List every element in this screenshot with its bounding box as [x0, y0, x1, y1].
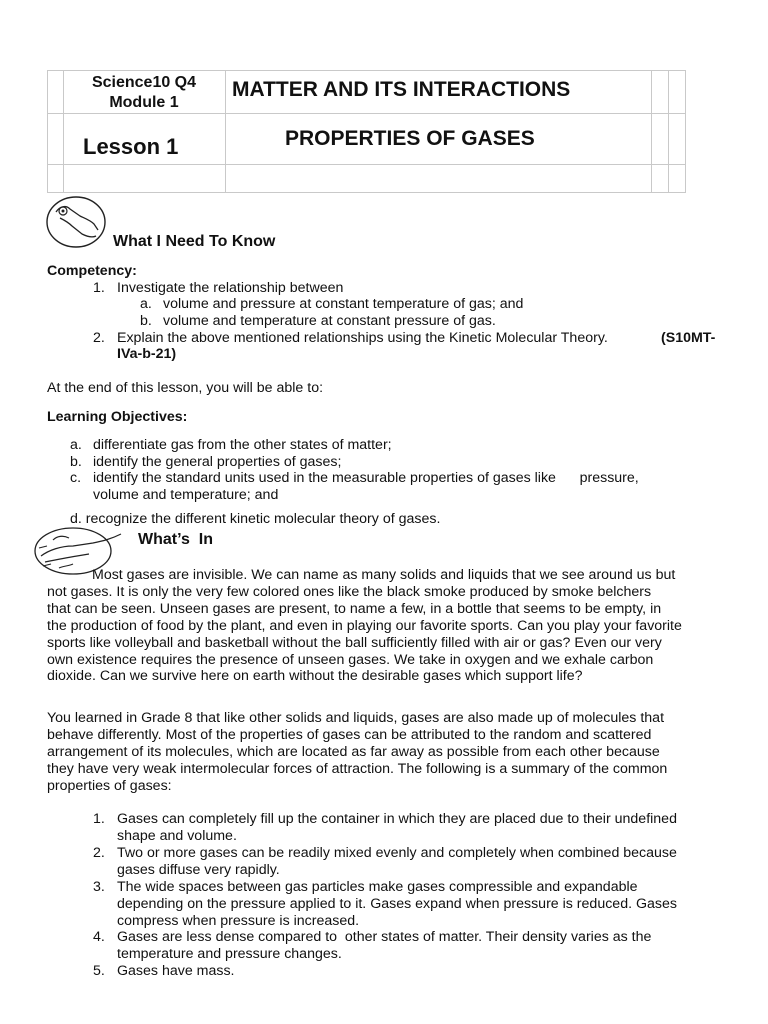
property-2-cont: gases diffuse very rapidly.: [117, 862, 280, 878]
competency-item-2: Explain the above mentioned relationships using the Kinetic Molecular Theory.: [117, 330, 608, 346]
list-marker: c.: [70, 470, 82, 486]
property-2: Two or more gases can be readily mixed evenly and completely when combined because: [117, 845, 677, 861]
competency-code: (S10MT-: [661, 330, 716, 346]
property-4: Gases are less dense compared to other states of matter. Their density varies as the: [117, 929, 652, 945]
objective-b: identify the general properties of gases;: [93, 454, 342, 470]
hand-pointing-icon: [46, 196, 106, 248]
list-marker: a.: [70, 437, 82, 453]
paragraph-1-line-7: dioxide. Can we survive here on earth without the desirable gases which support life?: [47, 668, 583, 684]
list-marker: 1.: [93, 280, 105, 296]
objectives-intro: At the end of this lesson, you will be able to:: [47, 380, 324, 396]
list-marker: b.: [140, 313, 152, 329]
paragraph-2-line-3: arrangement of its molecules, which are located as far away as possible from each other because: [47, 744, 660, 760]
paragraph-2-line-5: properties of gases:: [47, 778, 172, 794]
paragraph-1-line-4: the production of food by the plant, and even in playing our favorite sports. Can you play your favorite: [47, 618, 682, 634]
objective-a: differentiate gas from the other states of matter;: [93, 437, 392, 453]
property-5: Gases have mass.: [117, 963, 235, 979]
list-marker: b.: [70, 454, 82, 470]
competency-item-1: Investigate the relationship between: [117, 280, 344, 296]
list-marker: 4.: [93, 929, 105, 945]
section-heading-need-to-know: What I Need To Know: [113, 233, 276, 250]
property-3: The wide spaces between gas particles make gases compressible and expandable: [117, 879, 638, 895]
paragraph-2-line-4: they have very weak intermolecular forces of attraction. The following is a summary of the common: [47, 761, 668, 777]
competency-code-cont: IVa-b-21): [117, 346, 177, 362]
section-heading-whats-in: What’s In: [138, 531, 213, 548]
property-1: Gases can completely fill up the container in which they are placed due to their undefined: [117, 811, 677, 827]
objective-d: d. recognize the different kinetic molecular theory of gases.: [70, 511, 441, 527]
list-marker: 5.: [93, 963, 105, 979]
list-marker: 3.: [93, 879, 105, 895]
competency-label: Competency:: [47, 263, 137, 279]
property-3-cont: depending on the pressure applied to it. Gases expand when pressure is reduced. Gases: [117, 896, 677, 912]
topic-title: MATTER AND ITS INTERACTIONS: [232, 78, 571, 101]
paragraph-1-line-6: own existence requires the presence of unseen gases. We take in oxygen and we exhale carbon: [47, 652, 654, 668]
paragraph-1-line-1: Most gases are invisible. We can name as many solids and liquids that we see around us but: [92, 567, 676, 583]
list-marker: 2.: [93, 845, 105, 861]
paragraph-1-line-2: not gases. It is only the very few colored ones like the black smoke produced by smoke belchers: [47, 584, 652, 600]
objective-c-cont: volume and temperature; and: [93, 487, 279, 503]
list-marker: a.: [140, 296, 152, 312]
property-1-cont: shape and volume.: [117, 828, 237, 844]
paragraph-2-line-1: You learned in Grade 8 that like other solids and liquids, gases are also made up of molecules that: [47, 710, 665, 726]
objectives-label: Learning Objectives:: [47, 409, 188, 425]
list-marker: 2.: [93, 330, 105, 346]
lesson-number: Lesson 1: [83, 134, 179, 159]
course-line-1: Science10 Q4: [91, 74, 197, 91]
competency-item-1b: volume and temperature at constant pressure of gas.: [163, 313, 496, 329]
objective-c: identify the standard units used in the measurable properties of gases like pressure,: [93, 470, 639, 486]
property-3-cont-2: compress when pressure is increased.: [117, 913, 360, 929]
paragraph-2-line-2: behave differently. Most of the properties of gases can be attributed to the random and scattered: [47, 727, 652, 743]
paragraph-1-line-5: sports like volleyball and basketball without the ball sufficiently filled with air or gas? Even our very: [47, 635, 662, 651]
list-marker: 1.: [93, 811, 105, 827]
course-line-2: Module 1: [109, 94, 179, 111]
paragraph-1-line-3: that can be seen. Unseen gases are present, to name a few, in a bottle that seems to be empty, in: [47, 601, 662, 617]
lesson-title: PROPERTIES OF GASES: [285, 127, 535, 150]
property-4-cont: temperature and pressure changes.: [117, 946, 342, 962]
competency-item-1a: volume and pressure at constant temperature of gas; and: [163, 296, 524, 312]
